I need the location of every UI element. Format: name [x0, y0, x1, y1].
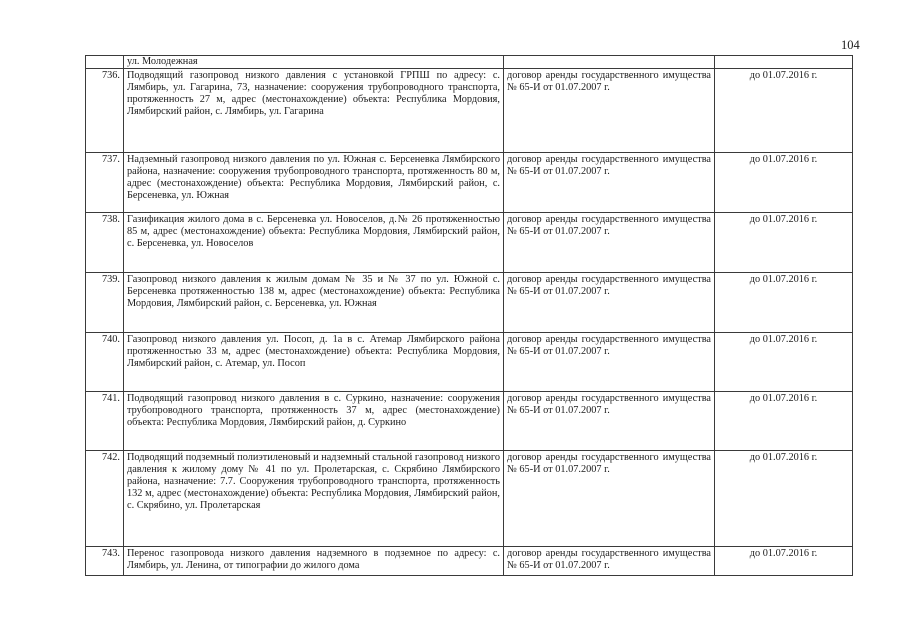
term-cell: до 01.07.2016 г. — [715, 451, 853, 547]
row-number-cell: 741. — [86, 392, 124, 451]
object-description-cell: Подводящий газопровод низкого давления в с. Суркино, назначение: сооружения трубопроводного транспорта, протяженность 37 м, адрес (местонахождение) объекта: Республика Мордовия, Лямбирский район, д. Суркино — [124, 392, 504, 451]
table-row — [86, 333, 853, 392]
term-cell: до 01.07.2016 г. — [715, 392, 853, 451]
row-number-cell: 737. — [86, 153, 124, 213]
row-number-cell: 743. — [86, 547, 124, 576]
table-row — [86, 547, 853, 576]
basis-cell: договор аренды государственного имущества № 65-И от 01.07.2007 г. — [504, 333, 715, 392]
row-number-cell: 742. — [86, 451, 124, 547]
object-description-cell: Подводящий подземный полиэтиленовый и надземный стальной газопровод низкого давления к жилому дому № 41 по ул. Пролетарская, с. Скрябино Лямбирского района, назначение: 7.7. Сооружения трубопроводного транспорта, протяженность 132 м, адрес (местонахождение) объекта: Республика Мордовия, Лямбирский район, с. Скрябино, ул. Пролетарская — [124, 451, 504, 547]
basis-cell — [504, 56, 715, 69]
table-row-continuation — [86, 56, 853, 69]
row-number-cell — [86, 56, 124, 69]
basis-cell: договор аренды государственного имущества № 65-И от 01.07.2007 г. — [504, 69, 715, 153]
term-cell: до 01.07.2016 г. — [715, 333, 853, 392]
basis-cell: договор аренды государственного имущества № 65-И от 01.07.2007 г. — [504, 451, 715, 547]
table-row — [86, 451, 853, 547]
row-number-cell: 739. — [86, 273, 124, 333]
basis-cell: договор аренды государственного имущества № 65-И от 01.07.2007 г. — [504, 153, 715, 213]
term-cell: до 01.07.2016 г. — [715, 273, 853, 333]
property-registry-table — [85, 55, 853, 576]
object-description-cell: Перенос газопровода низкого давления надземного в подземное по адресу: с. Лямбирь, ул. Ленина, от типографии до жилого дома — [124, 547, 504, 576]
object-description-cell: Надземный газопровод низкого давления по ул. Южная с. Берсеневка Лямбирского района, назначение: сооружения трубопроводного транспорта, протяженность 80 м, адрес (местонахождение) объекта: Республика Мордовия, Лямбирский район, с. Берсеневка, ул. Южная — [124, 153, 504, 213]
object-description-cell: Газопровод низкого давления ул. Посоп, д. 1а в с. Атемар Лямбирского района протяженностью 33 м, адрес (местонахождение) объекта: Республика Мордовия, Лямбирский район, с. Атемар, ул. Посоп — [124, 333, 504, 392]
term-cell: до 01.07.2016 г. — [715, 69, 853, 153]
object-description-cell: Подводящий газопровод низкого давления с установкой ГРПШ по адресу: с. Лямбирь, ул. Гагарина, 73, назначение: сооружения трубопроводного транспорта, протяженность 27 м, адрес (местонахождение) объекта: Республика Мордовия, Лямбирский район, с. Лямбирь, ул. Гагарина — [124, 69, 504, 153]
term-cell: до 01.07.2016 г. — [715, 547, 853, 576]
term-cell: до 01.07.2016 г. — [715, 153, 853, 213]
basis-cell: договор аренды государственного имущества № 65-И от 01.07.2007 г. — [504, 213, 715, 273]
table-row — [86, 213, 853, 273]
term-cell: до 01.07.2016 г. — [715, 213, 853, 273]
term-cell — [715, 56, 853, 69]
basis-cell: договор аренды государственного имущества № 65-И от 01.07.2007 г. — [504, 392, 715, 451]
object-description-cell: Газопровод низкого давления к жилым домам № 35 и № 37 по ул. Южной с. Берсеневка протяженностью 138 м, адрес (местонахождение) объекта: Республика Мордовия, Лямбирский район, с. Берсеневка, ул. Южная — [124, 273, 504, 333]
page-number: 104 — [841, 38, 860, 52]
table-row — [86, 69, 853, 153]
table-row — [86, 153, 853, 213]
row-number-cell: 736. — [86, 69, 124, 153]
basis-cell: договор аренды государственного имущества № 65-И от 01.07.2007 г. — [504, 273, 715, 333]
object-description-cell: ул. Молодежная — [124, 56, 504, 69]
row-number-cell: 738. — [86, 213, 124, 273]
row-number-cell: 740. — [86, 333, 124, 392]
object-description-cell: Газификация жилого дома в с. Берсеневка ул. Новоселов, д.№ 26 протяженностью 85 м, адрес (местонахождение) объекта: Республика Мордовия, Лямбирский район, с. Берсеневка, ул. Новоселов — [124, 213, 504, 273]
table-row — [86, 392, 853, 451]
basis-cell: договор аренды государственного имущества № 65-И от 01.07.2007 г. — [504, 547, 715, 576]
table-row — [86, 273, 853, 333]
